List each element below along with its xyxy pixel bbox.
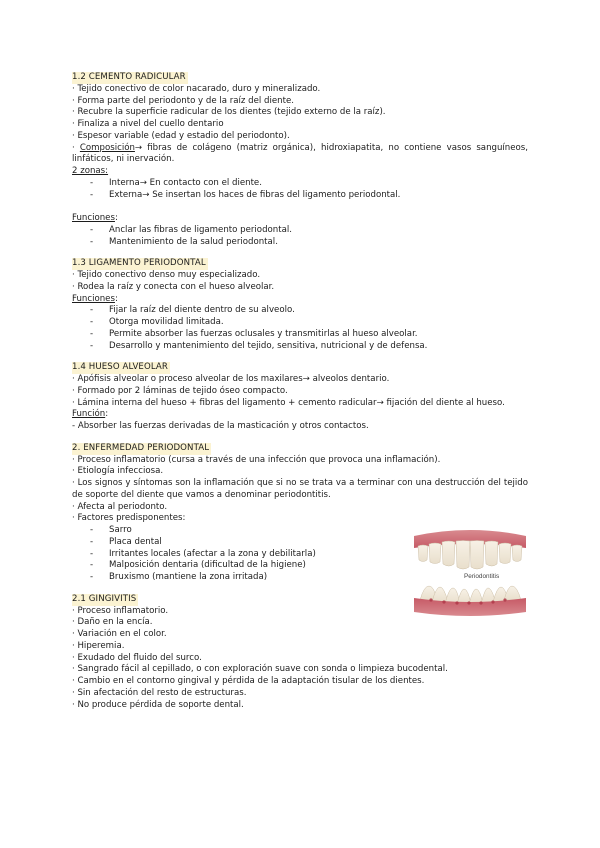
- heading-cemento-radicular: 1.2 CEMENTO RADICULAR: [72, 72, 186, 82]
- text-line: · No produce pérdida de soporte dental.: [72, 699, 244, 710]
- text-line: · Tejido conectivo de color nacarado, duro y mineralizado.: [72, 83, 321, 94]
- text-line: · Hiperemia.: [72, 640, 125, 651]
- text-line: · Etiología infecciosa.: [72, 466, 164, 477]
- composicion-text: → fibras de colágeno (matriz orgánica), hidroxiapatita, no contiene vasos sanguíneos, linfáticos, ni inervación.: [72, 142, 529, 165]
- list-item: - Permite absorber las fuerzas oclusales y transmitirlas al hueso alveolar.: [72, 329, 528, 341]
- notes-content: [72, 72, 528, 711]
- text-line: · Exudado del fluido del surco.: [72, 652, 202, 663]
- list-item: - Desarrollo y mantenimiento del tejido, sensitiva, nutricional y de defensa.: [72, 341, 528, 353]
- funciones-heading: Funciones:: [72, 293, 118, 304]
- periodontitis-illustration: [412, 528, 528, 616]
- list-item: - Malposición dentaria (dificultad de la higiene): [72, 560, 528, 572]
- signos-paragraph: · Los signos y síntomas son la inflamación que si no se trata va a terminar con una destrucción del tejido de soporte del diente que vamos a denominar periodontitis.: [72, 478, 528, 500]
- funciones-label: Funciones: [72, 293, 115, 304]
- text-line: · Tejido conectivo denso muy especializado.: [72, 270, 261, 280]
- list-item: - Fijar la raíz del diente dentro de su alveolo.: [72, 305, 528, 317]
- text-line: · Apófisis alveolar o proceso alveolar de los maxilares→ alveolos dentario.: [72, 374, 390, 384]
- composicion-label: Composición: [79, 142, 135, 153]
- text-line: · Forma parte del periodonto y de la raíz del diente.: [72, 95, 294, 106]
- text-line: · Cambio en el contorno gingival y pérdida de la adaptación tisular de los dientes.: [72, 676, 425, 686]
- text-line: · Proceso inflamatorio (cursa a través de una infección que provoca una inflamación).: [72, 454, 441, 465]
- list-item: - Externa→ Se insertan los haces de fibras del ligamento periodontal.: [72, 190, 528, 202]
- text-line: · Proceso inflamatorio.: [72, 605, 169, 616]
- text-line: · Afecta al periodonto.: [72, 501, 168, 512]
- text-line: · Finaliza a nivel del cuello dentario: [72, 119, 224, 129]
- upper-teeth: [418, 540, 522, 569]
- list-item: - Mantenimiento de la salud periodontal.: [72, 237, 528, 249]
- heading-ligamento-periodontal: 1.3 LIGAMENTO PERIODONTAL: [72, 258, 206, 269]
- list-item: - Sarro: [72, 525, 528, 537]
- list-item: - Anclar las fibras de ligamento periodontal.: [72, 225, 528, 237]
- heading-gingivitis: 2.1 GINGIVITIS: [72, 593, 137, 604]
- funciones-label: Funciones: [72, 213, 115, 223]
- list-item: - Otorga movilidad limitada.: [72, 317, 528, 329]
- text-line: · Daño en la encía.: [72, 617, 153, 628]
- periodontal-section: [72, 433, 528, 584]
- text-line: · Rodea la raíz y conecta con el hueso alveolar.: [72, 281, 275, 292]
- heading-hueso-alveolar: 1.4 HUESO ALVEOLAR: [72, 362, 168, 373]
- text-line: · Sangrado fácil al cepillado, o con exploración suave con sonda o limpieza bucodental.: [72, 664, 448, 675]
- bullet: ·: [72, 142, 80, 153]
- list-item: - Bruxismo (mantiene la zona irritada): [72, 572, 528, 584]
- text-line: - Absorber las fuerzas derivadas de la masticación y otros contactos.: [72, 421, 369, 431]
- list-item: - Irritantes locales (afectar a la zona y debilitarla): [72, 549, 528, 561]
- zonas-label: 2 zonas:: [72, 166, 109, 176]
- list-item: - Placa dental: [72, 537, 528, 549]
- funcion-heading: Función:: [72, 409, 109, 420]
- list-item: - Interna→ En contacto con el diente.: [72, 178, 528, 190]
- text-line: · Variación en el color.: [72, 629, 167, 639]
- funcion-label: Función: [72, 409, 106, 420]
- text-line: · Espesor variable (edad y estadio del periodonto).: [72, 130, 290, 141]
- factores-label: · Factores predisponentes:: [72, 513, 186, 524]
- text-line: · Recubre la superficie radicular de los dientes (tejido externo de la raíz).: [72, 107, 386, 118]
- text-line: · Formado por 2 láminas de tejido óseo compacto.: [72, 385, 288, 396]
- heading-enfermedad-periodontal: 2. ENFERMEDAD PERIODONTAL: [72, 442, 210, 453]
- figure-label: Periodontitis: [464, 572, 500, 580]
- composicion-paragraph: [72, 143, 528, 167]
- text-line: · Sin afectación del resto de estructuras.: [72, 687, 247, 698]
- funciones-heading: Funciones:: [72, 213, 118, 223]
- lamina-paragraph: · Lámina interna del hueso + fibras del ligamento + cemento radicular→ fijación del diente al hueso.: [72, 397, 505, 408]
